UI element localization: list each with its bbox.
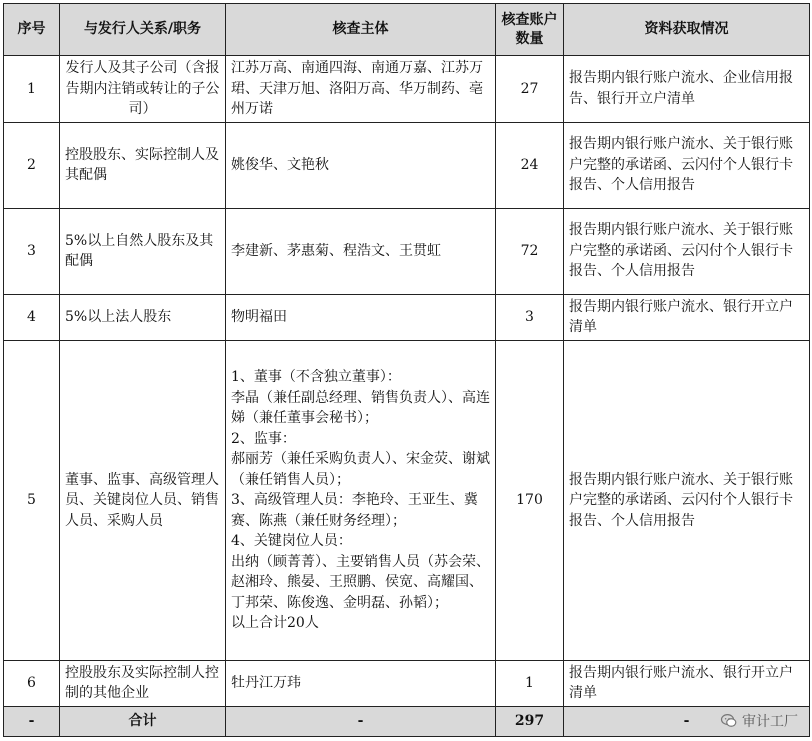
row-count: 170 <box>496 340 564 660</box>
header-index: 序号 <box>4 4 60 56</box>
row-relation: 董事、监事、高级管理人员、关键岗位人员、销售人员、采购人员 <box>60 340 226 660</box>
row-info: 报告期内银行账户流水、银行开立户清单 <box>564 294 810 340</box>
row-info: 报告期内银行账户流水、关于银行账户完整的承诺函、云闪付个人银行卡报告、个人信用报告 <box>564 340 810 660</box>
entity-line: 姚俊华、文艳秋 <box>231 156 329 173</box>
entity-line: 江苏万高、南通四海、南通万嘉、江苏万珺、天津万旭、洛阳万高、华万制药、亳州万诺 <box>231 60 483 118</box>
header-entity: 核查主体 <box>226 4 496 56</box>
total-entity: - <box>226 707 496 737</box>
entity-line: 1、董事（不含独立董事）： <box>231 369 401 386</box>
row-index: 4 <box>4 294 60 340</box>
header-relation: 与发行人关系/职务 <box>60 4 226 56</box>
entity-line: 牡丹江万玮 <box>231 675 301 692</box>
row-relation: 5%以上自然人股东及其配偶 <box>60 208 226 294</box>
wechat-icon <box>720 712 738 730</box>
row-index: 5 <box>4 340 60 660</box>
row-entity <box>226 122 496 208</box>
entity-line: 出纳（顾菁菁）、主要销售人员（苏会荣、赵湘玲、熊晏、王照鹏、侯宽、高耀国、丁邦荣、陈俊逸、金明磊、孙韬）； <box>231 553 490 611</box>
entity-line: 郝丽芳（兼任采购负责人）、宋金荧、谢斌（兼任销售人员）； <box>231 451 490 488</box>
row-info: 报告期内银行账户流水、关于银行账户完整的承诺函、云闪付个人银行卡报告、个人信用报告 <box>564 208 810 294</box>
verification-table <box>3 3 810 737</box>
row-index: 3 <box>4 208 60 294</box>
row-index: 6 <box>4 660 60 706</box>
table-row <box>4 208 810 294</box>
watermark-text: 审计工厂 <box>742 714 798 730</box>
row-entity <box>226 660 496 706</box>
row-entity <box>226 56 496 123</box>
entity-line: 以上合计20人 <box>231 615 319 632</box>
row-info: 报告期内银行账户流水、关于银行账户完整的承诺函、云闪付个人银行卡报告、个人信用报告 <box>564 122 810 208</box>
total-index: - <box>4 707 60 737</box>
row-count: 3 <box>496 294 564 340</box>
total-row <box>4 707 810 737</box>
row-entity <box>226 340 496 660</box>
entity-line: 4、关键岗位人员： <box>231 533 352 550</box>
entity-line: 2、监事： <box>231 430 296 447</box>
watermark <box>720 711 798 731</box>
table-row <box>4 122 810 208</box>
entity-line: 3、高级管理人员：李艳玲、王亚生、冀赛、陈燕（兼任财务经理）； <box>231 492 478 529</box>
row-count: 72 <box>496 208 564 294</box>
entity-line: 李晶（兼任副总经理、销售负责人）、高连娣（兼任董事会秘书）； <box>231 389 490 427</box>
total-label: 合计 <box>60 707 226 737</box>
table-row <box>4 660 810 706</box>
row-entity <box>226 294 496 340</box>
total-info: - <box>564 707 810 737</box>
row-index: 1 <box>4 56 60 123</box>
row-count: 27 <box>496 56 564 123</box>
row-relation: 控股股东、实际控制人及其配偶 <box>60 122 226 208</box>
row-entity <box>226 208 496 294</box>
row-count: 1 <box>496 660 564 706</box>
table-row <box>4 294 810 340</box>
entity-line: 物明福田 <box>231 308 287 325</box>
header-info: 资料获取情况 <box>564 4 810 56</box>
header-account-count: 核查账户数量 <box>496 4 564 56</box>
table-row <box>4 340 810 660</box>
row-relation: 发行人及其子公司（含报告期内注销或转让的子公司） <box>60 56 226 123</box>
row-count: 24 <box>496 122 564 208</box>
row-relation: 5%以上法人股东 <box>60 294 226 340</box>
table-row <box>4 56 810 123</box>
total-count: 297 <box>496 707 564 737</box>
row-relation: 控股股东及实际控制人控制的其他企业 <box>60 660 226 706</box>
row-info: 报告期内银行账户流水、企业信用报告、银行开立户清单 <box>564 56 810 123</box>
row-index: 2 <box>4 122 60 208</box>
entity-line: 李建新、茅惠菊、程浩文、王贯虹 <box>231 242 441 259</box>
row-info: 报告期内银行账户流水、银行开立户清单 <box>564 660 810 706</box>
